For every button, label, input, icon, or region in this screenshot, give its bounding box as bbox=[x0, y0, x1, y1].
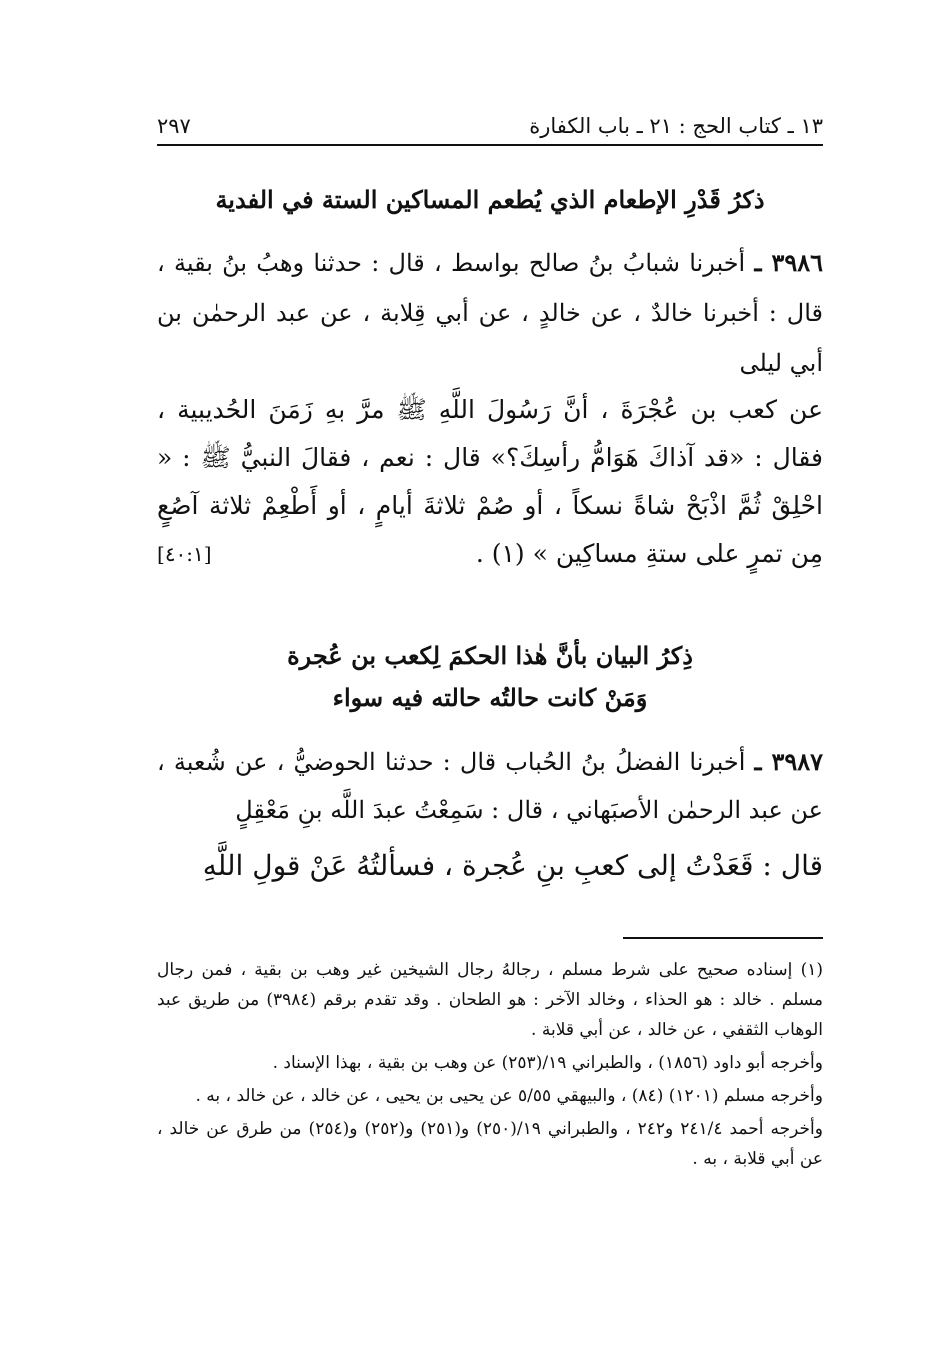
running-header bbox=[157, 114, 823, 146]
isnad-text: أخبرنا الفضلُ بنُ الحُباب قال : حدثنا الحوضيُّ ، عن شُعبة ، عن عبد الرحمٰن الأصبَهاني ، قال : سَمِعْتُ عبدَ اللَّه بنِ مَعْقِلٍ bbox=[157, 748, 823, 824]
hadith-3986-isnad bbox=[157, 238, 823, 388]
hadith-number: ٣٩٨٦ ـ bbox=[754, 248, 824, 277]
section-title-2-line1: ذِكرُ البيان بأنَّ هٰذا الحكمَ لِكعب بن عُجرة bbox=[287, 641, 693, 670]
isnad-text: أخبرنا شبابُ بنُ صالح بواسط ، قال : حدثنا وهبُ بنُ بقية ، قال : أخبرنا خالدٌ ، عن خالدٍ ، عن أبي قِلابة ، عن عبد الرحمٰن بن أبي ليلى bbox=[157, 249, 823, 377]
hadith-3987-matn: قال : قَعَدْتُ إلى كعبِ بنِ عُجرة ، فسألتُهُ عَنْ قولِ اللَّهِ bbox=[202, 849, 823, 882]
footnotes bbox=[157, 955, 823, 1177]
footnote-separator bbox=[623, 937, 823, 939]
footnote-paragraph: وأخرجه مسلم (١٢٠١) (٨٤) ، والبيهقي ٥/٥٥ عن يحيى بن يحيى ، عن خالد ، عن خالد ، به . bbox=[195, 1086, 823, 1106]
hadith-number: ٣٩٨٧ ـ bbox=[754, 747, 823, 776]
footnote-paragraph: (١) إسناده صحيح على شرط مسلم ، رجالهُ رجال الشيخين غير وهب بن بقية ، فمن رجال مسلم . خالد : هو الحذاء ، وخالد الآخر : هو الطحان . وقد تقدم برقم (٣٩٨٤) من طريق عبد الوهاب الثقفي ، عن خالد ، عن أبي قلابة . bbox=[157, 960, 823, 1040]
hadith-3986-matn bbox=[157, 386, 823, 578]
reference-marker: [٤٠:١] bbox=[157, 542, 212, 566]
section-title-2 bbox=[157, 635, 823, 719]
page-number: ٢٩٧ bbox=[157, 114, 191, 138]
chapter-title: ١٣ ـ كتاب الحج : ٢١ ـ باب الكفارة bbox=[529, 114, 823, 138]
hadith-3987-isnad bbox=[157, 738, 823, 834]
section-title-2-line2: وَمَنْ كانت حالتُه حالته فيه سواء bbox=[332, 683, 648, 712]
footnote-paragraph: وأخرجه أحمد ٢٤١/٤ و٢٤٢ ، والطبراني ١٩/(٢٥٠) و(٢٥١) و(٢٥٢) و(٢٥٤) من طرق عن خالد ، عن أبي قلابة ، به . bbox=[157, 1119, 823, 1169]
section-title-1: ذكرُ قَدْرِ الإطعام الذي يُطعم المساكين الستة في الفدية bbox=[215, 185, 765, 214]
footnote-paragraph: وأخرجه أبو داود (١٨٥٦) ، والطبراني ١٩/(٢٥٣) عن وهب بن بقية ، بهذا الإسناد . bbox=[272, 1053, 823, 1073]
matn-text: عن كعب بن عُجْرَةَ ، أنَّ رَسُولَ اللَّهِ ﷺ مرَّ بهِ زَمَنَ الحُديبية ، فقال : «قد آذاكَ هَوَامُّ رأسِكَ؟» قال : نعم ، فقالَ النبيُّ ﷺ : « احْلِقْ ثُمَّ اذْبَحْ شاةً نسكاً ، أو صُمْ ثلاثةَ أيامٍ ، أو أَطْعِمْ ثلاثة آصُعٍ مِن تمرٍ على ستةِ مساكِين » (١) . bbox=[157, 395, 823, 568]
